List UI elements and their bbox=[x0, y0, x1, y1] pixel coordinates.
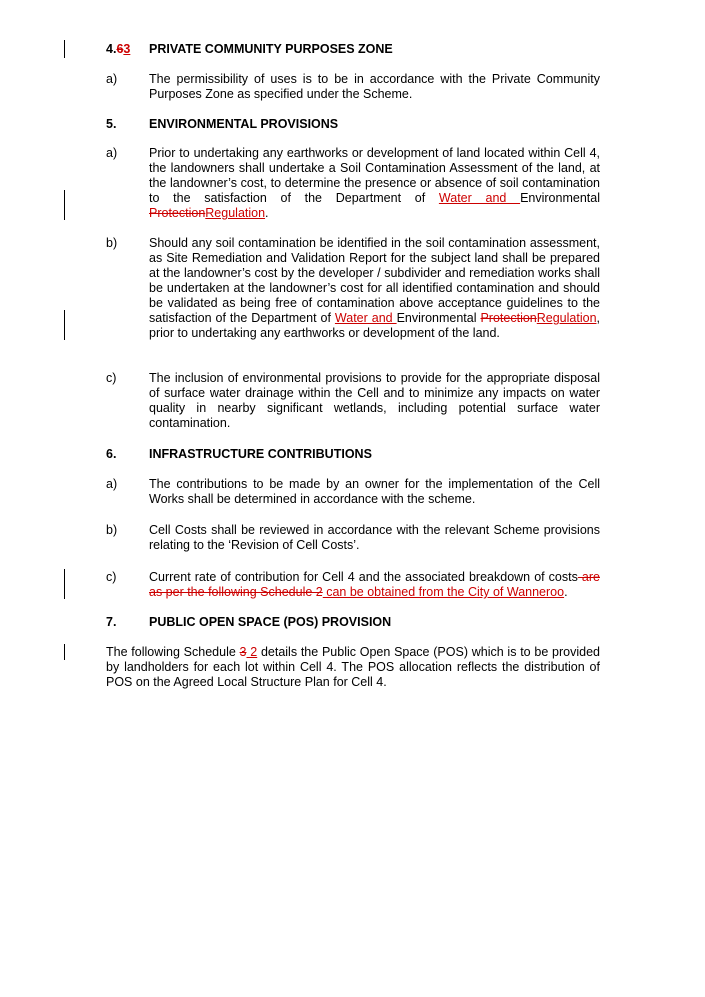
deleted-text: are as per the following Schedule 2 bbox=[149, 570, 600, 599]
clause-text: The contributions to be made by an owner for the implementation of the Cell Works shall be determined in accordance with the scheme. bbox=[149, 477, 600, 506]
clause-6-a bbox=[106, 477, 600, 507]
section-number: 7. bbox=[106, 615, 117, 629]
section-heading-environmental bbox=[106, 117, 338, 131]
inserted-text: Water and bbox=[438, 191, 521, 205]
clause-label: a) bbox=[106, 477, 118, 491]
section-title: PUBLIC OPEN SPACE (POS) PROVISION bbox=[149, 615, 392, 629]
inserted-text: Water and bbox=[334, 311, 397, 325]
inserted-text: Regulation bbox=[205, 206, 266, 220]
clause-label: c) bbox=[106, 570, 117, 584]
clause-text: Should any soil contamination be identified in the soil contamination assessment, as Site Remediation and Validation Report for the subject land shall be prepared at the landowner’s cost by the developer / subdivider and remediation works shall be undertaken at the landowner’s cost for all identified contamination and should be validated as being free of contamination above acceptance guidelines to the satisfaction of the Department of Water and Environmental ProtectionRegulation, prior to undertaking any earthworks or development of the land. bbox=[149, 236, 600, 340]
deleted-text: Protection bbox=[480, 311, 537, 325]
section-title: INFRASTRUCTURE CONTRIBUTIONS bbox=[149, 447, 372, 461]
section-number: 4.63 bbox=[106, 42, 131, 56]
inserted-text: 2 bbox=[246, 645, 258, 659]
section-heading-pos bbox=[106, 615, 391, 629]
section-number: 6. bbox=[106, 447, 117, 461]
pos-paragraph: The following Schedule 3 2 details the Public Open Space (POS) which is to be provided by landholders for each lot within Cell 4. The POS allocation reflects the distribution of POS on the Agreed Local Structure Plan for Cell 4. bbox=[106, 645, 600, 689]
clause-text: Prior to undertaking any earthworks or development of land located within Cell 4, the landowners shall undertake a Soil Contamination Assessment of the land, at the landowner’s cost, to determine the presence or absence of soil contamination to the satisfaction of the Department of Water and Environmental ProtectionRegulation. bbox=[149, 146, 600, 220]
clause-label: a) bbox=[106, 146, 118, 160]
inserted-text: can be obtained from the City of Wanneroo bbox=[322, 585, 565, 599]
clause-label: a) bbox=[106, 72, 118, 86]
clause-5-a bbox=[106, 146, 600, 221]
clause-5-b bbox=[106, 236, 600, 341]
change-bar bbox=[64, 310, 65, 340]
section-heading-infrastructure bbox=[106, 447, 372, 461]
deleted-text: 3 bbox=[239, 645, 247, 659]
change-bar bbox=[64, 644, 65, 660]
clause-6-b bbox=[106, 523, 600, 553]
clause-text: Cell Costs shall be reviewed in accordance with the relevant Scheme provisions relating to the ‘Revision of Cell Costs’. bbox=[149, 523, 600, 552]
clause-text: The permissibility of uses is to be in accordance with the Private Community Purposes Zone as specified under the Scheme. bbox=[149, 72, 600, 101]
clause-5-c bbox=[106, 371, 600, 431]
clause-label: b) bbox=[106, 523, 118, 537]
change-bar bbox=[64, 40, 65, 58]
clause-label: b) bbox=[106, 236, 118, 250]
clause-text: The inclusion of environmental provisions to provide for the appropriate disposal of surface water drainage within the Cell and to minimize any impacts on water quality in nearby significant wetlands, including potential surface water contamination. bbox=[149, 371, 600, 430]
section-heading-private-community bbox=[106, 42, 393, 56]
change-bar bbox=[64, 190, 65, 220]
section-number: 5. bbox=[106, 117, 117, 131]
section-title: ENVIRONMENTAL PROVISIONS bbox=[149, 117, 339, 131]
change-bar bbox=[64, 569, 65, 599]
clause-label: c) bbox=[106, 371, 117, 385]
inserted-text: Regulation bbox=[536, 311, 597, 325]
deleted-text: Protection bbox=[149, 206, 206, 220]
clause-4-6-a bbox=[106, 72, 600, 102]
clause-text: Current rate of contribution for Cell 4 and the associated breakdown of costs are as per the following Schedule 2 can be obtained from the City of Wanneroo. bbox=[149, 570, 600, 599]
section-title: PRIVATE COMMUNITY PURPOSES ZONE bbox=[149, 42, 393, 56]
clause-6-c bbox=[106, 570, 600, 600]
